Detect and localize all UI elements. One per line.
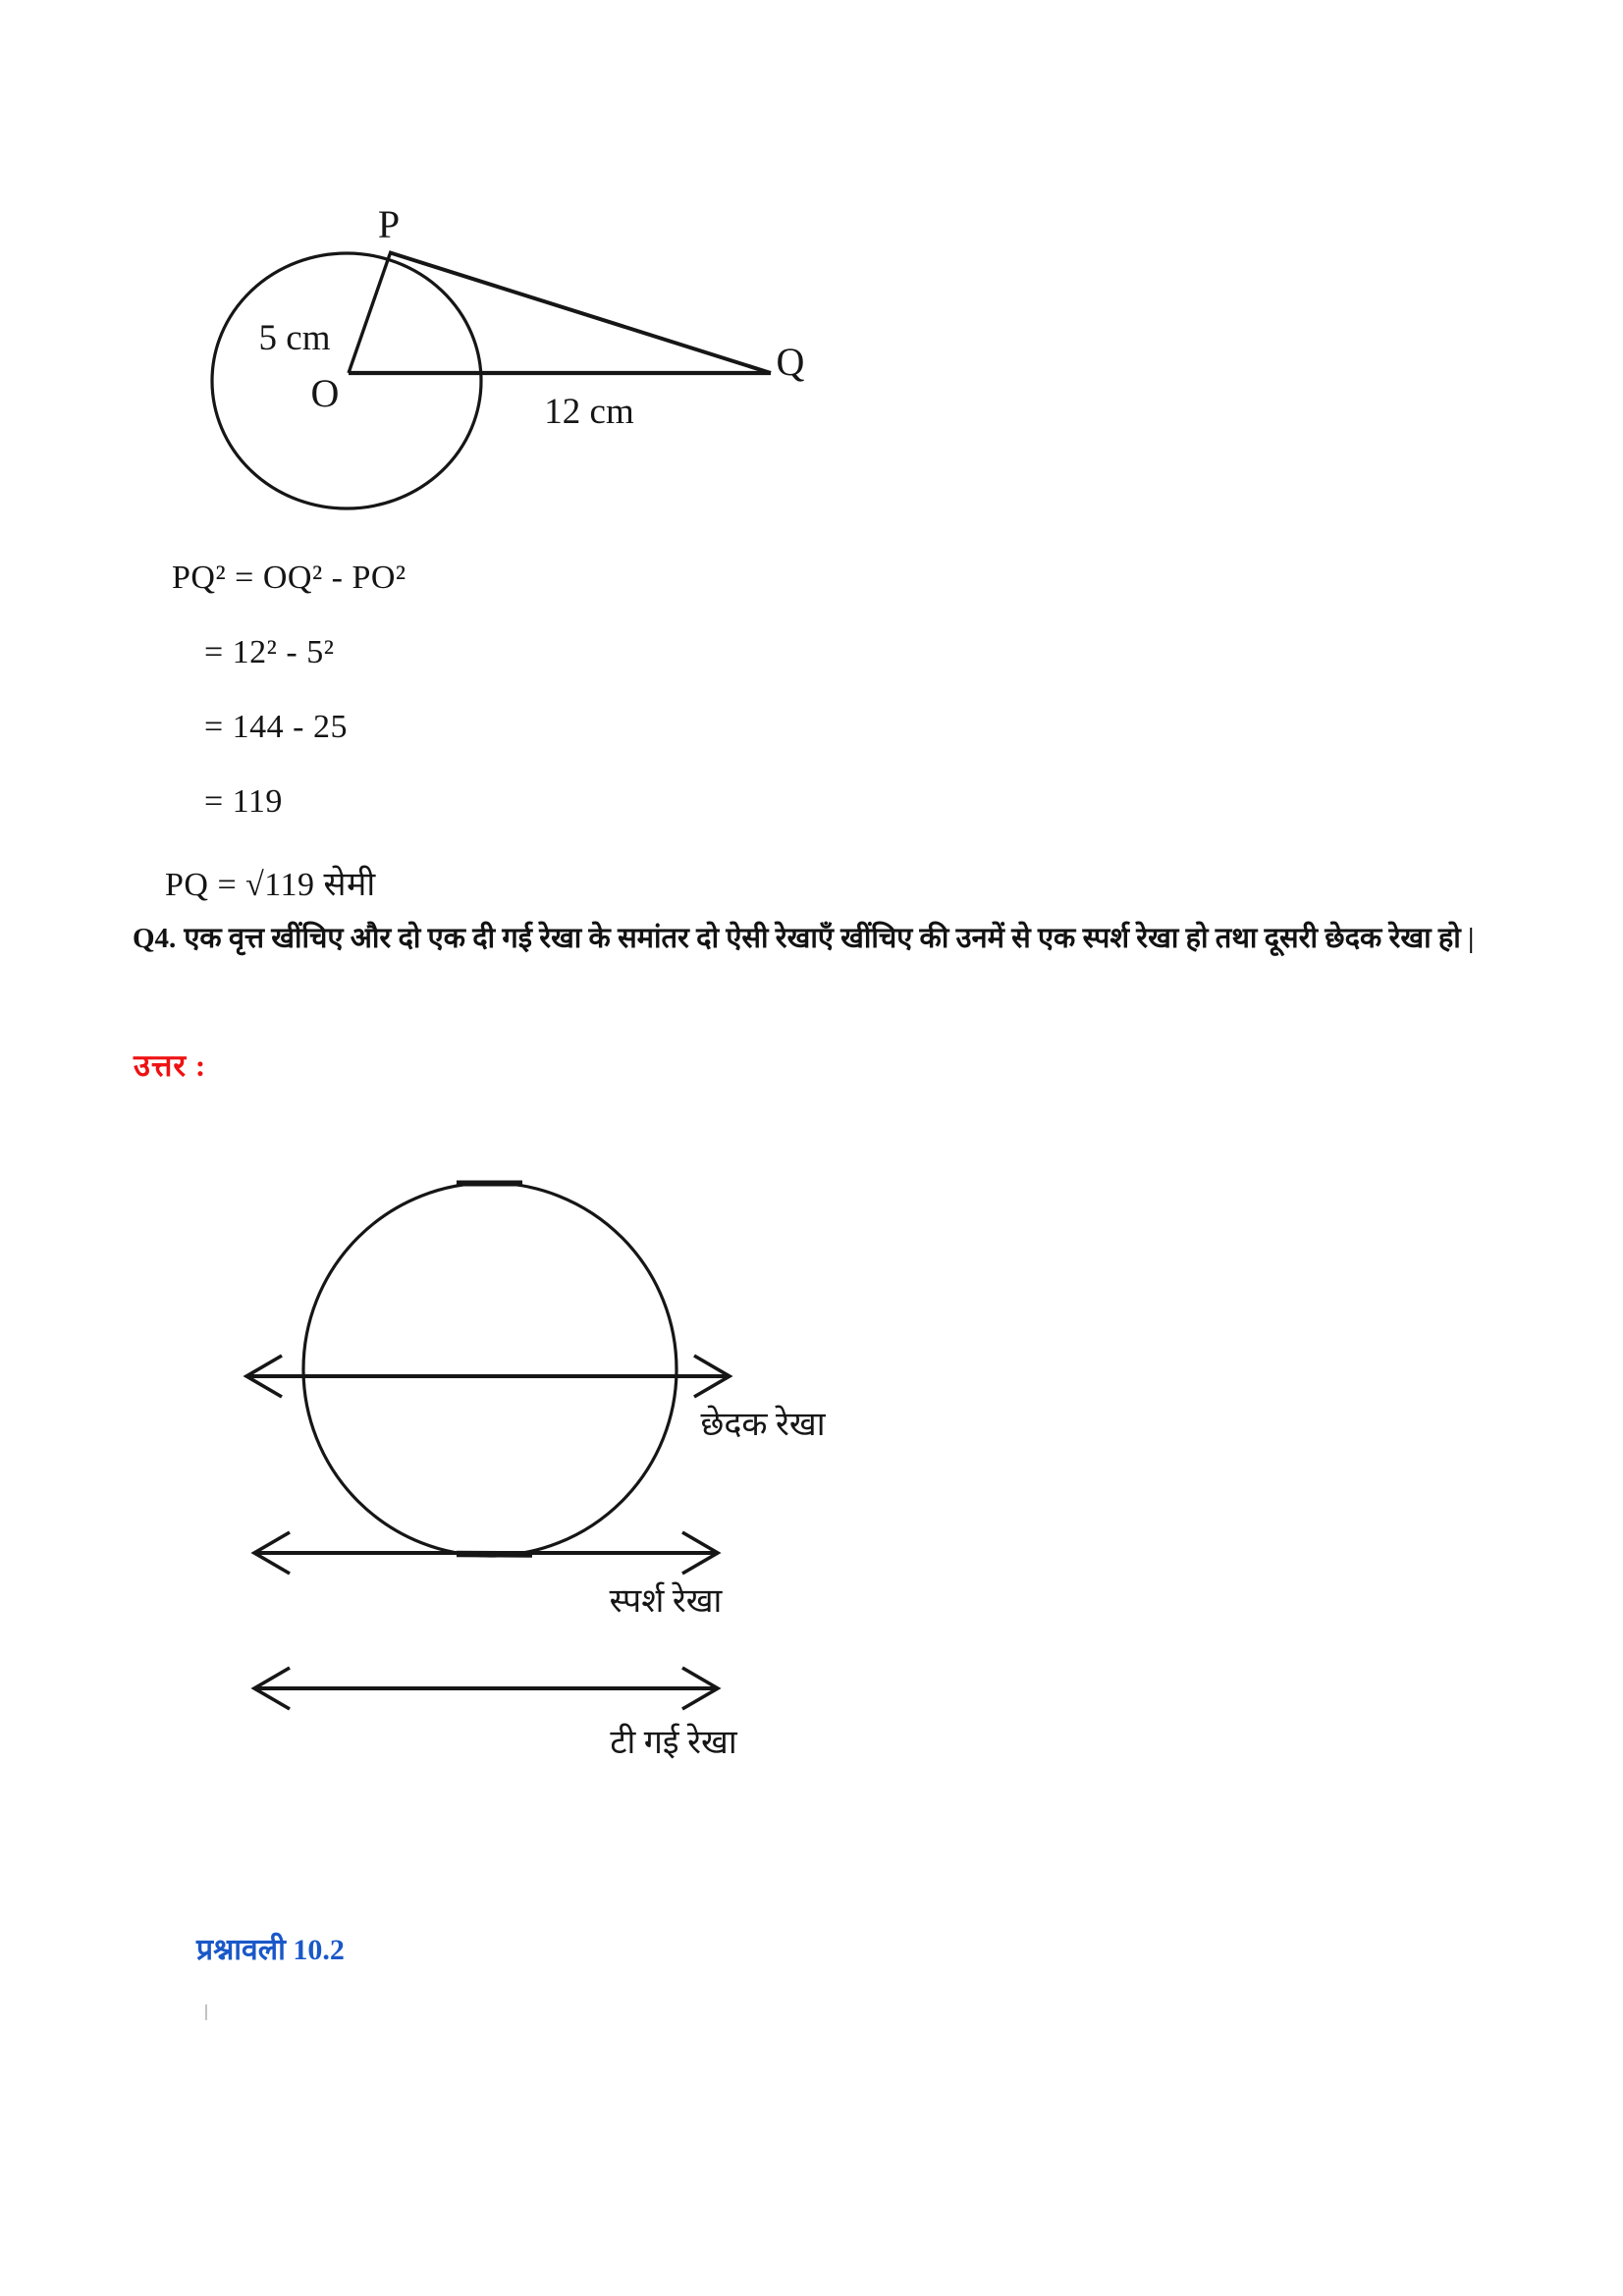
answer-heading: उत्तर :	[134, 1048, 207, 1083]
exercise-heading: प्रश्नावली 10.2	[196, 1934, 345, 1966]
tangent-line-label: स्पर्श रेखा	[609, 1583, 723, 1620]
secant-line-label: छेदक रेखा	[700, 1407, 826, 1443]
equation-line-2: = 12² - 5²	[204, 634, 335, 670]
distance-measure-label: 12 cm	[544, 392, 634, 432]
tangent-pq	[389, 252, 771, 373]
figure-tangent-circle	[98, 128, 835, 550]
figure-parallel-lines	[147, 1129, 893, 1816]
given-line-label: टी गई रेखा	[610, 1725, 737, 1761]
question-text: एक वृत्त खींचिए और दो एक दी गई रेखा के समांतर दो ऐसी रेखाएँ खींचिए की उनमें से एक स्पर्श रेखा हो तथा दूसरी छेदक रेखा हो |	[184, 923, 1475, 954]
equation-line-4: = 119	[204, 783, 283, 820]
radius-line-op	[349, 254, 390, 373]
equation-line-5: PQ = √119 सेमी	[165, 867, 376, 903]
question-number: Q4.	[133, 923, 177, 954]
point-label-p: P	[377, 202, 401, 246]
equation-line-3: = 144 - 25	[204, 709, 348, 745]
scan-artifact-mark	[205, 2004, 207, 2020]
circle-outline-2	[303, 1183, 676, 1556]
radius-measure-label: 5 cm	[258, 318, 331, 358]
circle-outline	[212, 253, 481, 508]
equation-line-1: PQ² = OQ² - PO²	[172, 560, 406, 596]
point-label-o: O	[310, 371, 340, 415]
point-label-q: Q	[776, 340, 805, 384]
question-4	[133, 919, 1544, 958]
